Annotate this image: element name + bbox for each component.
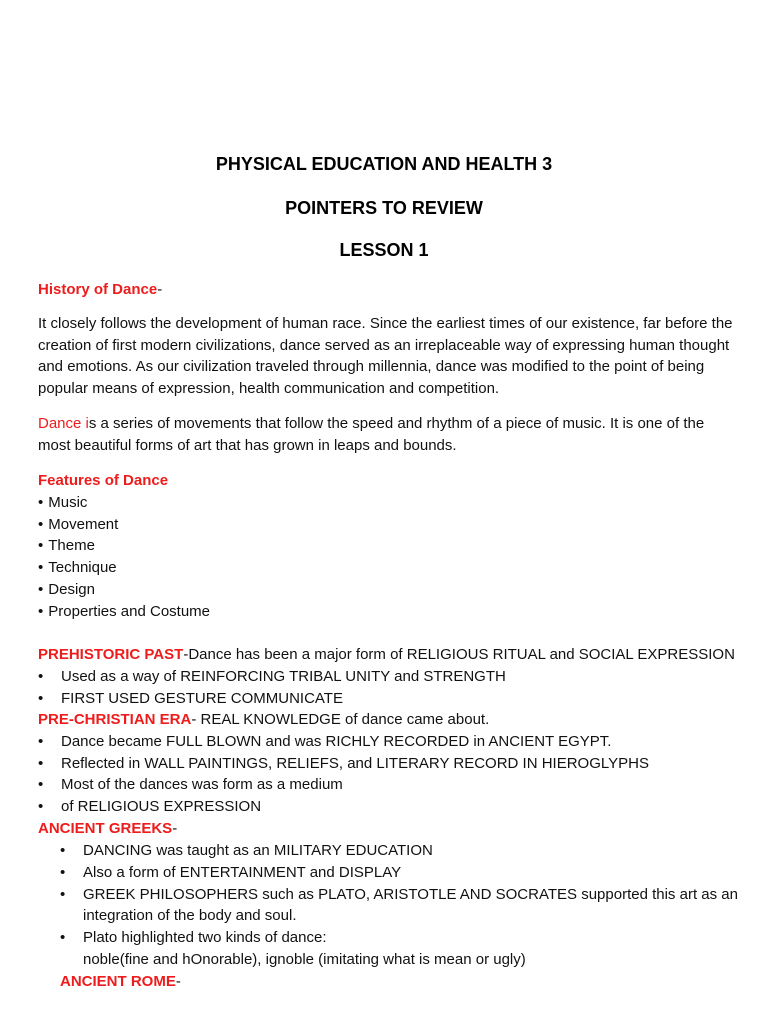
history-heading-dash: - [157, 281, 163, 298]
document-title: PHYSICAL EDUCATION AND HEALTH 3 [215, 154, 553, 174]
greeks-bullet: • Also a form of ENTERTAINMENT and DISPLAY [60, 862, 740, 884]
prehistoric-bullet: • FIRST USED GESTURE COMMUNICATE [38, 688, 738, 710]
prehistoric-text: Dance has been a major form of RELIGIOUS RITUAL and SOCIAL EXPRESSION [188, 646, 735, 663]
greeks-heading: ANCIENT GREEKS [38, 820, 173, 837]
prechristian-section [38, 709, 738, 818]
prehistoric-section [38, 644, 738, 709]
rome-heading-line [60, 971, 740, 993]
greeks-bullet: • Plato highlighted two kinds of dance: [60, 927, 740, 949]
prechristian-bullet: • Dance became FULL BLOWN and was RICHLY RECORDED in ANCIENT EGYPT. [38, 731, 738, 753]
feature-item: • Music [38, 492, 210, 514]
lesson-title: LESSON 1 [339, 240, 429, 260]
history-heading: History of Dance [38, 281, 158, 298]
greeks-continuation: noble(fine and hOnorable), ignoble (imitating what is mean or ugly) [83, 950, 526, 968]
history-heading-line [38, 279, 738, 301]
feature-item: • Design [38, 579, 210, 601]
features-heading: Features of Dance [38, 472, 169, 489]
prechristian-bullet: • Most of the dances was form as a medium [38, 774, 738, 796]
prechristian-dash: - [191, 711, 201, 728]
feature-item: • Movement [38, 514, 210, 536]
prehistoric-heading: PREHISTORIC PAST [38, 646, 184, 663]
prechristian-bullet: • Reflected in WALL PAINTINGS, RELIEFS, and LITERARY RECORD IN HIEROGLYPHS [38, 753, 738, 775]
rome-dash: - [175, 973, 181, 990]
greeks-list [60, 840, 740, 971]
feature-item: • Properties and Costume [38, 601, 210, 623]
feature-item: • Theme [38, 535, 210, 557]
prehistoric-bullet: • Used as a way of REINFORCING TRIBAL UNITY and STRENGTH [38, 666, 738, 688]
prechristian-text: REAL KNOWLEDGE of dance came about. [200, 711, 490, 728]
prechristian-bullet: • of RELIGIOUS EXPRESSION [38, 796, 738, 818]
greeks-bullet: • GREEK PHILOSOPHERS such as PLATO, ARISTOTLE AND SOCRATES supported this art as an integration of the body and soul. [60, 884, 740, 928]
definition-text: s a series of movements that follow the speed and rhythm of a piece of music. It is one of the most beautiful forms of art that has grown in leaps and bounds. [38, 415, 705, 454]
prechristian-heading: PRE-CHRISTIAN ERA [38, 711, 192, 728]
rome-heading: ANCIENT ROME [60, 973, 176, 990]
history-text: It closely follows the development of human race. Since the earliest times of our existence, far before the creation of first modern civilizations, dance served as an irreplaceable way of expressing human thought and emotions. As our civilization traveled through millennia, dance was modified to the point of being popular means of expression, health communication and competition. [38, 315, 733, 397]
prehistoric-dash: - [183, 646, 189, 663]
definition-term: Dance i [38, 415, 89, 432]
feature-item: • Technique [38, 557, 210, 579]
history-paragraph [38, 313, 738, 399]
document-subtitle: POINTERS TO REVIEW [285, 198, 483, 218]
features-list [38, 470, 210, 623]
greeks-bullet: • DANCING was taught as an MILITARY EDUCATION [60, 840, 740, 862]
greeks-heading-line [38, 818, 738, 840]
definition-paragraph [38, 413, 738, 456]
greeks-dash: - [172, 820, 178, 837]
